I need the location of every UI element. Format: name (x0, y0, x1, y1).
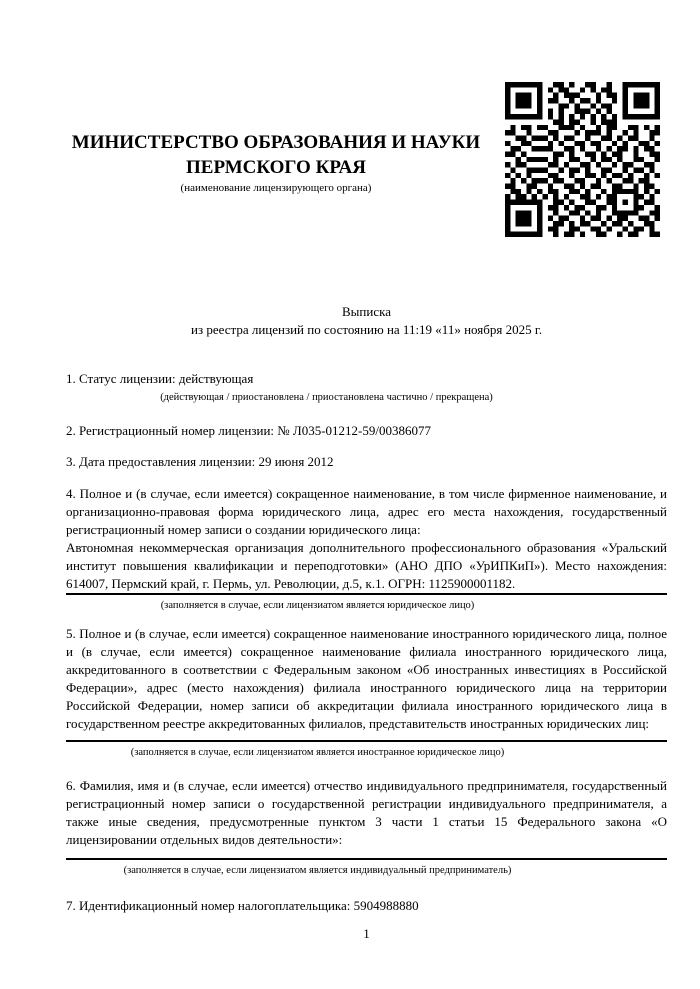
item-3-grant-date: 3. Дата предоставления лицензии: 29 июня 2012 (66, 454, 334, 469)
item-6-individual-entrepreneur-text: 6. Фамилия, имя и (в случае, если имеется) отчество индивидуального предпринимателя, государственный регистрационный номер записи о государственной регистрации индивидуального предпринимателя, а также иные сведения, предусмотренные пунктом 3 части 1 статьи 15 Федерального закона «О лицензировании отдельных видов деятельности»: (66, 778, 667, 847)
authority-name-line2: ПЕРМСКОГО КРАЯ (186, 157, 366, 178)
item-4-fill-rule (66, 593, 667, 595)
qr-code (505, 82, 660, 237)
item-6-fill-rule (66, 858, 667, 860)
item-1-status-options-caption: (действующая / приостановлена / приостановлена частично / прекращена) (160, 392, 493, 403)
authority-name-caption: (наименование лицензирующего органа) (180, 182, 372, 194)
page-number: 1 (363, 926, 370, 941)
item-5-foreign-entity-caption: (заполняется в случае, если лицензиатом является иностранное юридическое лицо) (130, 747, 505, 758)
licensing-authority-header (66, 130, 486, 195)
item-4-legal-entity-caption: (заполняется в случае, если лицензиатом является юридическое лицо) (160, 600, 475, 611)
document-title (66, 303, 667, 339)
document-title-line1: Выписка (342, 304, 391, 319)
document-title-line2: из реестра лицензий по состоянию на 11:19 «11» ноября 2025 г. (191, 322, 542, 337)
item-2-registration-number: 2. Регистрационный номер лицензии: № Л035-01212-59/00386077 (66, 423, 432, 438)
item-7-taxpayer-number: 7. Идентификационный номер налогоплательщика: 5904988880 (66, 898, 419, 913)
item-5-fill-rule (66, 740, 667, 742)
item-5-foreign-entity-text: 5. Полное и (в случае, если имеется) сокращенное наименование иностранного юридического лица, полное и (в случае, если имеется) сокращенное наименование филиала иностранного юридического лица, аккредитованного в соответствии с Федеральным законом «Об иностранных инвестициях в Российской Федерации», адрес (место нахождения) филиала иностранного юридического лица на территории Российской Федерации, номер записи об аккредитации филиала иностранного юридического лица в государственном реестре аккредитованных филиалов, представительств иностранных юридических лиц: (66, 626, 667, 731)
item-4-legal-entity-text: 4. Полное и (в случае, если имеется) сокращенное наименование, в том числе фирменное наименование, и организационно-правовая форма юридического лица, адрес его места нахождения, государственный регистрационный номер записи о создании юридического лица: (66, 486, 667, 537)
authority-name-line1: МИНИСТЕРСТВО ОБРАЗОВАНИЯ И НАУКИ (71, 132, 481, 153)
item-6-individual-entrepreneur-caption: (заполняется в случае, если лицензиатом является индивидуальный предприниматель) (123, 865, 512, 876)
item-1-license-status: 1. Статус лицензии: действующая (66, 371, 254, 386)
document-body (66, 370, 667, 915)
item-4-legal-entity-value: Автономная некоммерческая организация дополнительного профессионального образования «Уральский институт повышения квалификации и переподготовки» (АНО ДПО «УрИПКиП»). Место нахождения: 614007, Пермский край, г. Пермь, ул. Революции, д.5, к.1. ОГРН: 1125900001182. (66, 540, 667, 591)
